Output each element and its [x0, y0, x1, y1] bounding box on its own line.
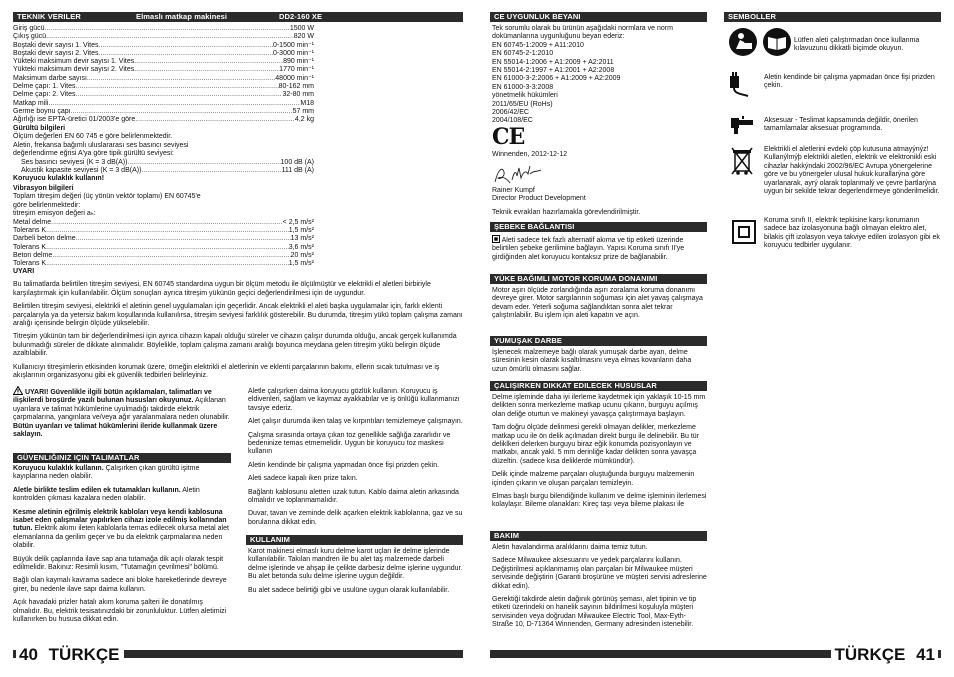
tech-data-row: Yükteki maksimum devir sayısı 1. Vites ..... 890 min⁻¹ — [13, 58, 314, 66]
working-notes-section — [492, 394, 707, 515]
vibration-row: Metal delme ..... < 2,5 m/s² — [13, 219, 314, 227]
working-notes-paragraph: Elmas başlı burgu bilendiğinde kullanım ve delme işleminin ilerlemesi kolaylaşır. Bileme olanakları: Kireç taşı veya bileme plakası ile — [492, 493, 707, 509]
symbols-header: SEMBOLLER — [724, 12, 941, 22]
vibration-row: Tolerans K ..... 1,5 m/s² — [13, 260, 314, 268]
working-notes-paragraph: Tam doğru ölçüde delinmesi gerekli olmayan delikler, merkezleme matkap ucu ile ön delik açılmadan direkt burgu ile delinebilir. Bu tür deliklkeri delerken burguyu biraz eğik konumda pozisyonlayın ve matkabı, ancak yakl. 5 mm derinliğe kadar delikten sonra yavaşça düzeltin. (sadece kısa deliklerde mümkündür). — [492, 424, 700, 465]
usage-section — [248, 548, 463, 600]
safety-paragraph: Bağlantı kablosunu aletten uzak tutun. Kablo daima aletin arkasında olmalıdır ve toplanmamalıdır. — [248, 488, 459, 505]
signature-icon — [492, 162, 544, 186]
ce-role: Director Product Development — [492, 195, 586, 203]
mains-connection-text: Aleti sadece tek fazlı alternatif akıma ve tip etiketi üzerinde belirtilen şebeke gerilimine bağlayın. Yapısı Koruma sınıfı II'ye girdiğinden alet koruyucu kontaksız prize de bağlanabilir. — [492, 237, 685, 261]
ce-line: EN 55014-1:2006 + A1:2009 + A2:2011 — [492, 58, 614, 66]
ce-name: Rainer Kumpf — [492, 187, 535, 194]
safety-warning: UYARI! Güvenlikle ilgili bütün açıklamaları, talimatları ve ilişkilerdi broşürde yazılı bulunan hususları okuyunuz. Açıklanan uyarılara ve talimat hükümlerine uyulmadığı takdirde elektrik çarpmalarına, yangınlara ve/veya ağır yaralanmalara neden olunabilir. Bütün uyarıları ve talimat hükümlerini ileride kullanmak üzere saklayın. — [13, 386, 231, 439]
noise-row: Akustik kapasite seviyesi (K = 3 dB(A)) ..... 111 dB (A) — [13, 167, 314, 175]
page-language: TÜRKÇE — [48, 645, 120, 664]
ce-place-date: Winnenden, 2012-12-12 — [492, 151, 568, 158]
tech-data-row: Çıkış gücü ..... 820 W — [13, 33, 314, 41]
noise-line-1: Ölçüm değerleri EN 60 745 e göre belirlenmektedir. — [13, 133, 173, 141]
book-icon — [762, 27, 792, 57]
soft-impact-header: YUMUŞAK DARBE — [490, 336, 707, 346]
maintenance-paragraph: Gerektiği takdirde aletin dağınık görünüş şeması, alet tipinin ve tip etiketi üzerindeki on hanelik sayının bildirilmesi koşuluyla müşteri servisinden veya doğrudan Milwaukee Electric Tool, Max-Eyth-Straße 10, D-71364 Winnenden, Germany adresinden istenebilir. — [492, 596, 697, 629]
noise-row: Ses basıncı seviyesi (K = 3 dB(A)) ..... 100 dB (A) — [13, 159, 314, 167]
right-page-footer — [831, 646, 939, 663]
motor-protection-text: Motor aşırı ölçüde zorlandığında aşırı zoralama koruma donanımı devreye girer. Motor sargılarının soğuması için alet yavaş çalışmaya devam eder. Yeterli soğuma sağlandıktan sonra alet tekrar çalıştırılabilir. Bu işlem için aleti kapatın ve açın. — [492, 287, 703, 320]
noise-warning: Koruyucu kulaklık kullanın! — [13, 175, 105, 183]
ce-line: 2004/108/EC — [492, 117, 533, 125]
safety-paragraph: Kesme aletinin eğrilmiş elektrik kabloları veya kendi kablosuna isabet eden çalışmalar yapılırken cihazı izole edilmiş kollarından tutun. Elektrik akımı ileten kablolarla temas edilecek olursa metal alet elemanlarına da gerilim geçer ve bu da elektrik çarpmalarına neden olabilir. — [13, 508, 229, 550]
ce-line: EN 61000-3-2:2006 + A1:2009 + A2:2009 — [492, 75, 621, 83]
uyari-title: UYARI — [13, 268, 35, 275]
tech-data-row: Germe boynu çapı ..... 57 mm — [13, 108, 314, 116]
vibration-row: Tolerans K ..... 1,5 m/s² — [13, 227, 314, 235]
tech-data-row: Ağırlığı ise EPTA-üretici 01/2003'e göre ..... 4,2 kg — [13, 116, 314, 124]
working-notes-paragraph: Delme işleminde daha iyi ilerleme kaydetmek için yaklaşık 10-15 mm delikten sonra merkezleme matkap ucunu çıkarın, burguyu açılmış olan deliğe oturtun ve makineyi yavaşça çalıştırmaya başlayın. — [492, 394, 706, 418]
maintenance-section — [492, 544, 707, 635]
protection-class-ii-icon — [732, 220, 756, 244]
motor-protection-section — [492, 287, 707, 326]
ce-line: 2011/65/EU (RoHs) — [492, 100, 553, 108]
noise-title: Gürültü bilgileri — [13, 125, 66, 132]
safety-paragraph: Aletle birlikte teslim edilen ek tutamakları kullanın. Aletin kontrolden çıkması kazalara neden olabilir. — [13, 486, 200, 503]
ce-line: 2006/42/EC — [492, 109, 529, 117]
safety-paragraph: Açık havadaki prizler hatalı akım koruma şalteri ile donatılmış olmalıdır. Bu, elektrik tesisatınızdaki bir zorunluluktur. Lütfen aletimizi kullanırken bu hususa dikkat edin. — [13, 599, 227, 624]
ce-header: CE UYGUNLUK BEYANI — [490, 12, 707, 22]
uyari-paragraph: Kullanıcıyı titreşimlerin etkisinden korumak üzere, örneğin elektrikli el aletlerinin ve eklenti parçalarının bakımı, ellerin sıcak tutulması ve iş akışlarının organizasyonu gibi ek güvenlik tedbirleri belirleyiniz. — [13, 363, 440, 380]
uyari-section — [13, 268, 463, 385]
safety-paragraph: Aleti sadece kapalı iken prize takın. — [248, 475, 358, 483]
working-notes-header: ÇALIŞIRKEN DIKKAT EDILECEK HUSUSLAR — [490, 381, 707, 391]
symbol-description: Elektrikli el aletlerini evdeki çöp kutusuna atmayýnýz! Kullanýlmýþ elektrikli aletleri, elektrik ve elektronikli eski cihazlar hakkýndaki 2002/96/EC Avrupa yönergelerine göre ve bu yönergeler ulusal hukuk kurallarýna göre uyarlanarak, ayrý olarak toplanmalý ve çevre þartlarýna uygun bir sekilde tekrar degerlendirmeye gönderilmelidir. — [764, 146, 940, 196]
ce-line: EN 55014-2:1997 + A1:2001 + A2:2008 — [492, 67, 615, 75]
safety-paragraph: Bağlı olan kaymalı kavrama sadece ani bloke hareketlerinde devreye girer, bu nedenle ilave sapı daima kullanın. — [13, 577, 227, 593]
safety-paragraph: Duvar, tavan ve zeminde delik açarken elektrik kablolarına, gaz ve su borularına dikkat edin. — [248, 510, 463, 526]
safety-paragraph: Koruyucu kulaklık kullanın. Çalışırken çıkan gürültü işitme kayıplarına neden olabilir. — [13, 465, 200, 481]
vibration-line-3: titreşim emisyon değeri aₕ: — [13, 210, 96, 218]
warning-triangle-icon — [13, 386, 23, 395]
vibration-title: Vibrasyon bilgileri — [13, 185, 74, 192]
maintenance-paragraph: Aletin havalandırma aralıklarını daima temiz tutun. — [492, 544, 648, 551]
uyari-paragraph: Bu talimatlarda belirtilen titreşim seviyesi, EN 60745 standardına uygun bir ölçüm metodu ile ölçülmüştür ve elektrikli el aletleri birbiriyle karşılaştırmak için kullanılabilir. Ölçüm sonuçları ayrıca titreşim yükünün geçici değerlendirilmesi için de uygundur. — [13, 281, 431, 297]
mains-connection-section — [492, 235, 707, 267]
safety-instructions-header: GÜVENLIĞINIZ IÇIN TALIMATLAR — [13, 453, 231, 463]
vibration-rows — [13, 219, 314, 269]
safety-paragraph: Çalışma sırasında ortaya çıkan toz genellikle sağlığa zararlıdır ve bedeninize temas etmemelidir. Uygun bir koruyucu toz maskesi kullanın — [248, 431, 451, 456]
soft-impact-section — [492, 349, 707, 379]
safety-instructions — [13, 465, 231, 630]
ce-line: EN 61000-3-3:2008 — [492, 83, 554, 91]
symbol-description: Aksesuar - Teslimat kapsamında değildir, önerilen tamamlamalar aksesuar programında. — [764, 117, 918, 133]
noise-line-2: Aletin, frekansa bağımlı uluslararası ses basıncı seviyesi — [13, 141, 189, 149]
page-number: 41 — [916, 645, 935, 664]
usage-header: KULLANIM — [246, 535, 463, 545]
weee-bin-icon — [730, 146, 754, 178]
tech-data-product: Elmaslı matkap makinesi — [136, 12, 228, 21]
vibration-section — [13, 185, 314, 268]
maintenance-header: BAKIM — [490, 531, 707, 541]
safety-paragraph: Aletle çalışırken daima koruyucu gözlük kullanın. Koruyucu iş eldivenleri, sağlam ve kaymaz ayakkabılar ve iş önlüğü kullanmanızı tavsiye ederiz. — [248, 388, 460, 412]
symbol-description: Aletin kendinde bir çalışma yapmadan önce fişi prizden çekin. — [764, 74, 935, 90]
safety-instructions-continued — [248, 388, 463, 532]
left-page-footer — [16, 646, 124, 663]
ce-line: yönetmelik hükümleri — [492, 92, 558, 100]
safety-warning-block — [13, 386, 231, 444]
page-number: 40 — [19, 645, 38, 664]
tech-data-row: Boştaki devir sayısı 1. Vites ..... 0-1500 min⁻¹ — [13, 42, 314, 50]
motor-protection-header: YÜKE BAĞIMLI MOTOR KORUMA DONANIMI — [490, 274, 707, 284]
ce-declaration — [492, 25, 707, 126]
safety-paragraph: Alet çalışır durumda iken talaş ve kırpıntıları temizlemeye çalışmayın. — [248, 418, 463, 426]
tech-data-row: Matkap mili ..... M18 — [13, 100, 314, 108]
safety-paragraph: Büyük delik çaplarında ilave sap ana tutamağa dik açılı olarak tespit edilmelidir. Bakınız: Resimli kısım, "Tutamağın çevrilmesi" bölümü. — [13, 555, 224, 572]
tech-data-row: Delme çapı: 2. Vites ..... 32-80 mm — [13, 91, 314, 99]
maintenance-paragraph: Sadece Milwaukee aksesuarını ve yedek parçalarını kullanın. Değiştirilmesi açıklanmamış olan parçaları bir Milwaukee müşteri servisinde değiştirin (Garanti broşürüne ve müşteri servisi adreslerine dikkat edin). — [492, 557, 707, 590]
ce-line: Tek sorumlu olarak bu ürünün aşağıdaki normlara ve norm — [492, 25, 673, 32]
vibration-row: Darbeli beton delme ..... 13 m/s² — [13, 235, 314, 243]
usage-paragraph: Karot makinesi elmaslı kuru delme karot uçları ile delme işlerinde kullanılabilir. Takılan mandren ile bu alet taş malzemede darbeli delme işlerinde ve ahşap ile çelikte darbesiz delme işlerine uygundur. Bu alet betonda sulu delme işlerine uygun değildir. — [248, 548, 463, 581]
ce-line: dokümanlarına uygunluğunu beyan ederiz: — [492, 33, 625, 41]
accessory-icon — [730, 114, 756, 134]
vibration-row: Tolerans K ..... 3,6 m/s² — [13, 244, 314, 252]
vibration-row: Beton delme ..... 20 m/s² — [13, 252, 314, 260]
tech-data-row: Maksimum darbe sayısı ..... 48000 min⁻¹ — [13, 75, 314, 83]
tech-data-row: Boştaki devir sayısı 2. Vites ..... 0-3000 min⁻¹ — [13, 50, 314, 58]
tech-data-model: DD2-160 XE — [279, 12, 323, 21]
protection-class-ii-icon — [492, 235, 500, 243]
tech-data-table — [13, 25, 314, 125]
usage-paragraph: Bu alet sadece belirtiği gibi ve usulüne uygun olarak kullanılabilir. — [248, 586, 450, 594]
working-notes-paragraph: Delik içinde malzeme parçaları oluştuğunda burguyu malzemenin içinden çıkarın ve oluşan parçaları temizleyin. — [492, 471, 695, 487]
mains-connection-header: ŞEBEKE BAĞLANTISI — [490, 222, 707, 232]
ce-line: EN 60745-2-1:2010 — [492, 50, 554, 58]
tech-data-row: Delme çapı: 1. Vites ..... 80-162 mm — [13, 83, 314, 91]
soft-impact-text: İşlenecek malzemeye bağlı olarak yumuşak darbe ayarı, delme süresinin kesin olarak kısaltılmasını veya elmas kovanların daha uzun ömürlü olmasını sağlar. — [492, 349, 692, 373]
tech-data-title: TEKNIK VERILER — [17, 12, 81, 21]
noise-section — [13, 125, 314, 184]
tech-data-row: Yükteki maksimum devir sayısı 2. Vites ..... 1770 min⁻¹ — [13, 66, 314, 74]
tech-data-row: Giriş gücü ..... 1500 W — [13, 25, 314, 33]
safety-paragraph: Aletin kendinde bir çalışma yapmadan önce fişi prizden çekin. — [248, 461, 440, 469]
tech-data-header — [13, 12, 463, 22]
vibration-line-1: Toplam titreşim değeri (üç yönün vektör toplamı) EN 60745'e — [13, 193, 201, 201]
read-manual-icon — [728, 27, 758, 57]
page-language: TÜRKÇE — [834, 645, 906, 664]
unplug-icon — [728, 72, 752, 98]
ce-line: EN 60745-1:2009 + A11:2010 — [492, 41, 584, 49]
vibration-line-2: göre belirlenmektedir: — [13, 201, 81, 209]
ce-signatory — [492, 187, 707, 217]
uyari-paragraph: Titreşim yükünün tam bir değerlendirilmesi için ayrıca cihazın kapalı olduğu süreler ve cihazın çalışır durumda olduğu, ancak gerçek kullanımda bulunmadığı süreler de dikkate alınmalıdır. Böylelikle, toplam çalışma zamanı aralığı boyunca meydana gelen titreşim yükü belirgin ölçüde azaltılabilir. — [13, 333, 457, 358]
symbol-description: Lütfen aleti çalıştırmadan önce kullanma kılavuzunu dikkatli biçimde okuyun. — [794, 37, 920, 53]
uyari-paragraph: Belirtilen titreşim seviyesi, elektrikli el aletinin genel uygulamaları için geçerlidir. Ancak elektrikli el aleti başka uygulamalar için, farklı eklenti parçalarıyla ya da yetersiz bakım koşullarında kullanılırsa, titreşim seviyesi farklılık gösterebilir. Bu durumda, titreşim yükü toplam çalışma zamanı aralığı içerisinde belirgin ölçüde yükselebilir. — [13, 303, 463, 328]
symbol-description: Koruma sınıfı II, elektrik tepkisine karşı korumanın sadece baz izolasyonuna bağlı olmayan elektro alet, bilakis çift izolasyon veya takviye edilen izolasyon gibi ek koruyucu tedbirler uygulanır. — [764, 217, 940, 250]
ce-mark: CE — [492, 124, 525, 150]
noise-line-3: değerlendirme eğrisi A'ya göre tipik gürültü seviyesi: — [13, 150, 174, 158]
ce-authorization: Teknik evrakları hazırlamakla görevlendirilmiştir. — [492, 208, 641, 216]
